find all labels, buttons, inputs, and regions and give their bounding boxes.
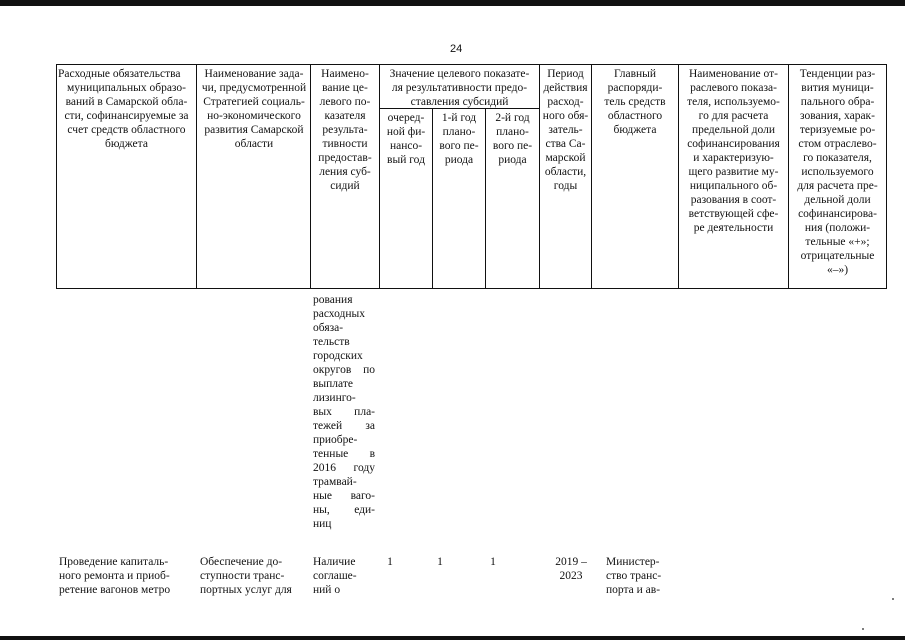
table-header-bottom-border	[56, 288, 887, 289]
row-value-current-year	[380, 555, 400, 569]
header-line: Наименование от-	[689, 68, 778, 80]
text-line: 1	[437, 556, 443, 568]
header-line: казателя	[324, 110, 366, 122]
header-line: сидий	[330, 180, 360, 192]
header-line: предостав-	[318, 152, 372, 164]
header-line: левого по-	[319, 96, 371, 108]
header-line: распоряди-	[607, 82, 663, 94]
header-line: вого пе-	[439, 140, 479, 152]
header-line: Период	[547, 68, 584, 80]
header-line: ваний в Самарской обла-	[65, 96, 188, 108]
header-line: плано-	[496, 126, 529, 138]
header-line: Стратегией социаль-	[203, 96, 305, 108]
word: еди-	[354, 504, 375, 516]
header-line: результа-	[322, 124, 368, 136]
header-line: тель средств	[604, 96, 666, 108]
header-line: муниципальных образо-	[66, 82, 186, 94]
text-line	[313, 447, 375, 461]
header-line: Наимено-	[321, 68, 369, 80]
header-line: плано-	[442, 126, 476, 138]
header-line: вый год	[387, 154, 425, 166]
word: по	[363, 364, 375, 376]
text-line: выплате	[313, 378, 353, 390]
word: ные	[313, 490, 332, 502]
header-line: вого пе-	[492, 140, 533, 152]
text-line: портных услуг для	[200, 584, 292, 596]
text-line: ний о	[313, 584, 341, 596]
text-line	[313, 419, 375, 433]
header-line: дельной доли	[804, 194, 871, 206]
text-line: ство транс-	[606, 570, 662, 582]
header-chief-administrator	[592, 67, 678, 137]
word: тежей	[313, 420, 343, 432]
header-line: 1-й год	[441, 112, 477, 124]
header-line: бюджета	[105, 138, 148, 150]
text-line: порта и ав-	[606, 584, 661, 596]
header-line: го для расчета	[698, 110, 769, 122]
page-number: 24	[450, 43, 463, 55]
header-line: Расходные обязательства	[58, 68, 181, 80]
text-line	[313, 363, 375, 377]
text-line: обяза-	[313, 322, 344, 334]
text-line: приобре-	[313, 434, 358, 446]
word: году	[353, 462, 375, 474]
header-line: областного	[607, 110, 663, 122]
header-line: марской	[545, 152, 586, 164]
header-line: бюджета	[613, 124, 657, 136]
row-period	[541, 555, 601, 583]
text-line: лизинго-	[313, 392, 356, 404]
row-expenditure-obligation	[59, 555, 193, 597]
header-line: ства Са-	[545, 138, 586, 150]
header-line: Значение целевого показате-	[389, 68, 530, 80]
word: в	[369, 448, 375, 460]
text-line: 1	[387, 556, 393, 568]
text-line: тельств	[313, 336, 350, 348]
header-line: вития муници-	[801, 82, 874, 94]
text-line	[313, 503, 375, 517]
word: тенные	[313, 448, 349, 460]
word: за	[365, 420, 375, 432]
scan-speck	[892, 598, 894, 600]
header-indicator-name	[311, 67, 379, 193]
header-target-value-group	[380, 67, 539, 109]
header-line: теризуемые ро-	[799, 124, 876, 136]
text-line: расходных	[313, 308, 366, 320]
word: пла-	[354, 406, 375, 418]
col-border-0	[56, 64, 57, 289]
text-line	[313, 461, 375, 475]
text-line: ступности транс-	[200, 570, 285, 582]
header-line: «–»)	[826, 264, 849, 276]
header-line: ной фи-	[386, 126, 426, 138]
header-plan-year-2	[486, 111, 539, 167]
header-line: Тенденции раз-	[799, 68, 876, 80]
row-chief-administrator	[606, 555, 678, 597]
header-line: риода	[444, 154, 474, 166]
row-value-plan-year-2	[483, 555, 503, 569]
header-line: отрицательные	[800, 250, 875, 262]
header-line: области,	[544, 166, 587, 178]
header-line: ниципального об-	[689, 180, 778, 192]
scan-top-edge	[0, 0, 905, 6]
header-line: очеред-	[387, 112, 425, 124]
header-plan-year-1	[433, 111, 485, 167]
header-line: щего развитие му-	[688, 166, 779, 178]
header-line: раслевого показа-	[690, 82, 777, 94]
word: ны,	[313, 504, 330, 516]
header-line: стом отраслево-	[798, 138, 877, 150]
row-value-plan-year-1	[430, 555, 450, 569]
text-line: 1	[490, 556, 496, 568]
header-line: тельные «+»;	[805, 236, 870, 248]
header-current-year	[380, 111, 432, 167]
header-line: ля результативности предо-	[391, 82, 528, 94]
text-line: городских	[313, 350, 363, 362]
header-line: развития Самарской	[204, 124, 304, 136]
header-line: пального обра-	[800, 96, 875, 108]
text-line: трамвай-	[313, 476, 357, 488]
header-line: ления суб-	[319, 166, 371, 178]
header-line: софинансирова-	[798, 208, 877, 220]
header-line: для расчета пре-	[797, 180, 878, 192]
header-development-trends	[789, 67, 886, 277]
text-line: Наличие	[313, 556, 356, 568]
header-line: риода	[498, 154, 527, 166]
header-line: ния (положи-	[804, 222, 871, 234]
col-border-1	[196, 64, 197, 289]
scan-speck	[862, 628, 864, 630]
scan-bottom-edge	[0, 636, 905, 640]
text-line: 2019 –	[555, 556, 587, 568]
header-line: используемого	[801, 166, 874, 178]
header-line: ного обя-	[542, 110, 589, 122]
indicator-continuation-text	[313, 293, 375, 531]
header-line: софинансирования	[687, 138, 780, 150]
header-line: тивности	[322, 138, 368, 150]
header-period	[540, 67, 591, 193]
header-line: ре деятельности	[693, 222, 774, 234]
header-line: затель-	[548, 124, 583, 136]
row-indicator-name	[313, 555, 377, 597]
text-line: ного ремонта и приоб-	[59, 570, 170, 582]
header-line: чи, предусмотренной	[201, 82, 307, 94]
text-line: соглаше-	[313, 570, 357, 582]
header-line: 2-й год	[495, 112, 530, 124]
text-line: ниц	[313, 518, 332, 530]
word: округов	[313, 364, 352, 376]
header-line: ставления субсидий	[410, 96, 509, 108]
text-line: Проведение капиталь-	[59, 556, 169, 568]
header-line: и характеризую-	[693, 152, 774, 164]
header-line: Главный	[613, 68, 657, 80]
text-line: Обеспечение до-	[200, 556, 283, 568]
text-line	[313, 489, 375, 503]
text-line: Министер-	[606, 556, 660, 568]
header-line: го показателя,	[803, 152, 872, 164]
word: ваго-	[350, 490, 375, 502]
header-expenditure-obligations	[58, 67, 195, 151]
text-line: ретение вагонов метро	[59, 584, 171, 596]
header-line: действия	[543, 82, 588, 94]
header-line: предельной доли	[691, 124, 776, 136]
text-line: рования	[313, 294, 353, 306]
header-line: годы	[553, 180, 578, 192]
table-top-border	[56, 64, 887, 65]
header-line: вание це-	[322, 82, 368, 94]
text-line	[313, 405, 375, 419]
header-line: зования, харак-	[800, 110, 875, 122]
header-line: счет средств областного	[67, 124, 186, 136]
header-line: Наименование зада-	[204, 68, 304, 80]
header-task-name	[198, 67, 310, 151]
header-line: но-экономического	[207, 110, 301, 122]
header-line: разования в соот-	[690, 194, 777, 206]
text-line: 2023	[559, 570, 583, 582]
header-sector-indicator	[679, 67, 788, 235]
header-line: области	[234, 138, 274, 150]
header-line: сти, софинансируемые за	[64, 110, 189, 122]
header-line: теля, используемо-	[687, 96, 780, 108]
header-line: расход-	[547, 96, 584, 108]
header-line: ветствующей сфе-	[688, 208, 779, 220]
col-border-10	[886, 64, 887, 289]
header-line: нансо-	[389, 140, 423, 152]
row-task-name	[200, 555, 306, 597]
word: 2016	[313, 462, 336, 474]
word: вых	[313, 406, 332, 418]
